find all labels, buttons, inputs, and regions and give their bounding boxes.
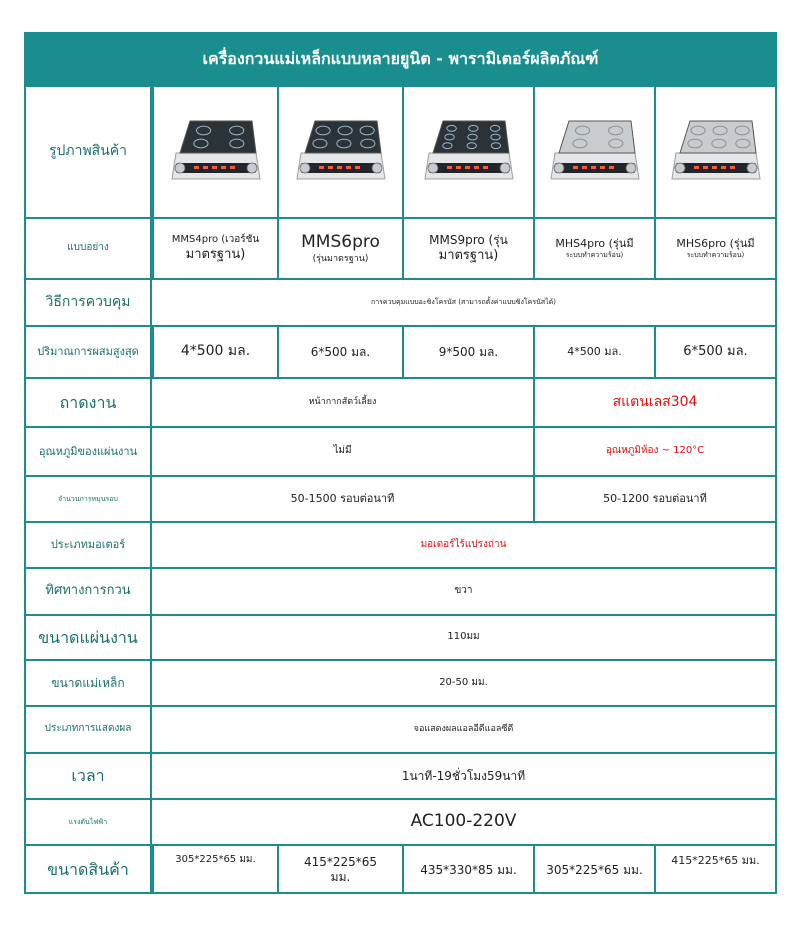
row-temperature xyxy=(26,426,775,475)
value-direction: ขวา xyxy=(454,585,473,597)
model-variant: ระบบทำความร้อน) xyxy=(565,251,624,259)
label-speed: จำนวนการหมุนรอบ xyxy=(26,477,152,521)
stirrer-image xyxy=(547,109,643,195)
model-variant: (รุ่นมาตรฐาน) xyxy=(312,253,369,264)
capacity-3: 9*500 มล. xyxy=(402,327,533,377)
value-temp-mhs: อุณหภูมิห้อง ~ 120°C xyxy=(533,428,775,475)
label-display: ประเภทการแสดงผล xyxy=(26,707,152,752)
model-name: MMS4pro (เวอร์ชัน xyxy=(171,234,260,246)
value-speed-mhs: 50-1200 รอบต่อนาที xyxy=(533,477,775,521)
model-cell-2 xyxy=(277,219,402,278)
label-plate: ขนาดแผ่นงาน xyxy=(26,616,152,659)
model-cell-1 xyxy=(152,219,277,278)
product-image-5 xyxy=(654,87,775,217)
product-image-3 xyxy=(402,87,533,217)
model-variant: มาตรฐาน) xyxy=(438,247,499,263)
label-product-image: รูปภาพสินค้า xyxy=(26,87,152,217)
model-name: MHS4pro (รุ่นมี xyxy=(555,237,634,251)
stirrer-image xyxy=(293,109,389,195)
capacity-1: 4*500 มล. xyxy=(152,327,277,377)
label-tray: ถาดงาน xyxy=(26,379,152,426)
model-cell-5 xyxy=(654,219,775,278)
size-3: 435*330*85 มม. xyxy=(402,846,533,894)
capacity-4: 4*500 มล. xyxy=(533,327,654,377)
label-control: วิธีการควบคุม xyxy=(26,280,152,325)
model-cell-3 xyxy=(402,219,533,278)
label-temperature: อุณหภูมิของแผ่นงาน xyxy=(26,428,152,475)
row-size xyxy=(26,844,775,894)
label-voltage: แรงดันไฟฟ้า xyxy=(26,800,152,844)
row-control xyxy=(26,278,775,325)
label-motor: ประเภทมอเตอร์ xyxy=(26,523,152,567)
value-temp-mms: ไม่มี xyxy=(333,445,352,457)
model-variant: มาตรฐาน) xyxy=(185,246,246,262)
value-tray-mms: หน้ากากสัตว์เลี้ยง xyxy=(308,396,377,407)
size-2: 415*225*65 มม. xyxy=(277,846,402,894)
size-4: 305*225*65 มม. xyxy=(533,846,654,894)
row-product-image xyxy=(26,85,775,217)
label-capacity: ปริมาณการผสมสูงสุด xyxy=(26,327,152,377)
row-plate xyxy=(26,614,775,659)
row-direction xyxy=(26,567,775,614)
product-image-1 xyxy=(152,87,277,217)
row-model xyxy=(26,217,775,278)
value-time: 1นาที-19ชั่วโมง59นาที xyxy=(401,768,526,783)
model-name: MMS9pro (รุ่น xyxy=(429,232,508,247)
row-speed xyxy=(26,475,775,521)
value-voltage: AC100-220V xyxy=(410,811,517,832)
label-time: เวลา xyxy=(26,754,152,798)
row-display xyxy=(26,705,775,752)
model-name: MHS6pro (รุ่นมี xyxy=(676,237,755,251)
value-motor: มอเตอร์ไร้แปรงถ่าน xyxy=(420,538,507,550)
value-speed-mms: 50-1500 รอบต่อนาที xyxy=(290,492,395,506)
model-name: MMS6pro xyxy=(301,232,380,253)
label-model: แบบอย่าง xyxy=(26,219,152,278)
row-motor xyxy=(26,521,775,567)
value-plate: 110มม xyxy=(447,631,480,643)
spec-table xyxy=(24,32,777,894)
row-magnet xyxy=(26,659,775,705)
table-title: เครื่องกวนแม่เหล็กแบบหลายยูนิต - พารามิเตอร์ผลิตภัณฑ์ xyxy=(26,34,775,85)
size-1: 305*225*65 มม. xyxy=(152,846,277,894)
stirrer-image xyxy=(668,109,764,195)
row-time xyxy=(26,752,775,798)
capacity-5: 6*500 มล. xyxy=(654,327,775,377)
label-direction: ทิศทางการกวน xyxy=(26,569,152,614)
value-control: การควบคุมแบบอะซิงโครนัส (สามารถตั้งค่าแบบซิงโครนัสได้) xyxy=(371,298,556,307)
capacity-2: 6*500 มล. xyxy=(277,327,402,377)
model-cell-4 xyxy=(533,219,654,278)
value-magnet: 20-50 มม. xyxy=(439,676,488,688)
row-tray xyxy=(26,377,775,426)
model-variant: ระบบทำความร้อน) xyxy=(686,251,745,259)
stirrer-image xyxy=(168,109,264,195)
value-display: จอแสดงผลแอลอีดีแอลซีดี xyxy=(413,723,514,734)
row-capacity xyxy=(26,325,775,377)
value-tray-mhs: สแตนเลส304 xyxy=(533,379,775,426)
label-magnet: ขนาดแม่เหล็ก xyxy=(26,661,152,705)
stirrer-image xyxy=(421,109,517,195)
product-image-2 xyxy=(277,87,402,217)
label-size: ขนาดสินค้า xyxy=(26,846,152,894)
size-5: 415*225*65 มม. xyxy=(654,846,775,894)
row-voltage xyxy=(26,798,775,844)
product-image-4 xyxy=(533,87,654,217)
